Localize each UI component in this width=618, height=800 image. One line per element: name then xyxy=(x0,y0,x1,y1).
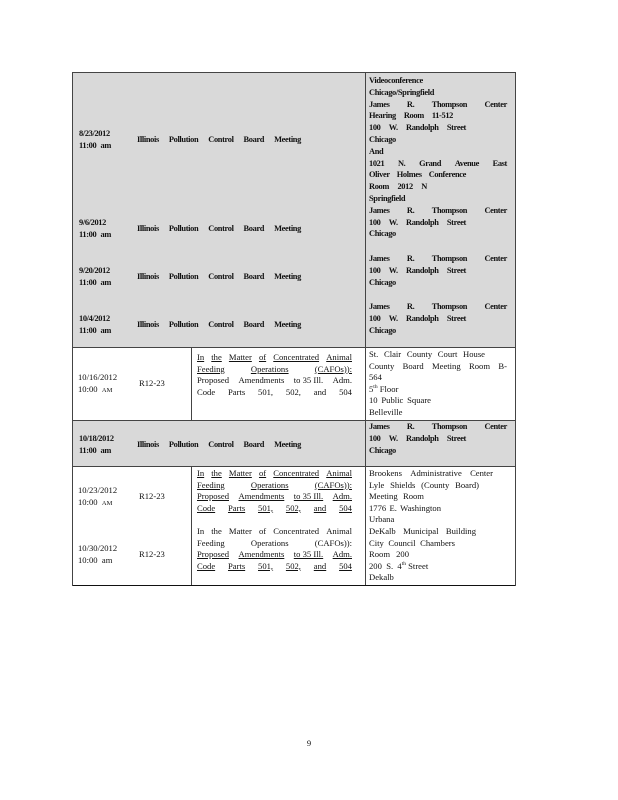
docket-number: R12-23 xyxy=(139,491,165,501)
meeting-location-cell: Videoconference Chicago/Springfield James R. Thompson Center Hearing Room 11-512 100 W. Randolph Street Chicago And 1021 N. Grand Avenue East Oliver Holmes Conference Room 2012 N Springfield James R. Thompson Center 100 W. Randolph Street Chicago xyxy=(369,76,507,239)
meeting-row xyxy=(73,420,515,466)
meeting-title: Illinois Pollution Control Board Meeting xyxy=(137,440,301,449)
hearing-date-cell: 10/30/2012 10:00 am xyxy=(78,543,118,565)
column-divider xyxy=(191,467,192,585)
hearing-row xyxy=(73,347,515,420)
meeting-location-cell: James R. Thompson Center 100 W. Randolph Street Chicago xyxy=(369,254,507,287)
meeting-title: Illinois Pollution Control Board Meeting xyxy=(137,272,301,281)
matter-title: In the Matter of Concentrated Animal Feeding Operations (CAFOs)): Proposed Amendments to 35 Ill. Adm. Code Parts 501, 502, and 504 xyxy=(197,352,352,397)
meeting-title: Illinois Pollution Control Board Meeting xyxy=(137,224,301,233)
meeting-location-cell: James R. Thompson Center 100 W. Randolph Street Chicago xyxy=(369,422,507,455)
docket-number: R12-23 xyxy=(139,549,165,559)
matter-title: In the Matter of Concentrated Animal Feeding Operations (CAFOs)): Proposed Amendments to 35 Ill. Adm. Code Parts 501, 502, and 504 xyxy=(197,526,352,571)
column-divider xyxy=(365,467,366,585)
column-divider xyxy=(365,348,366,420)
hearing-location-cell: DeKalb Municipal Building City Council Chambers Room 200 200 S. 4th Street Dekalb xyxy=(369,526,476,583)
meeting-date-cell: 8/23/2012 11:00 am xyxy=(79,129,111,150)
docket-number: R12-23 xyxy=(139,378,165,388)
column-divider xyxy=(365,73,366,347)
meeting-row-group xyxy=(73,72,515,347)
meeting-date-cell: 10/18/2012 11:00 am xyxy=(79,434,114,455)
hearing-location-cell: Brookens Administrative Center Lyle Shields (County Board) Meeting Room 1776 E. Washington Urbana xyxy=(369,468,493,525)
matter-title: In the Matter of Concentrated Animal Feeding Operations (CAFOs)): Proposed Amendments to 35 Ill. Adm. Code Parts 501, 502, and 504 xyxy=(197,468,352,513)
meeting-title: Illinois Pollution Control Board Meeting xyxy=(137,320,301,329)
meeting-date-cell: 9/6/2012 11:00 am xyxy=(79,218,111,239)
meeting-date-cell: 10/4/2012 11:00 am xyxy=(79,314,111,335)
hearing-date-cell: 10/23/2012 10:00 AM xyxy=(78,485,118,507)
meeting-location-cell: James R. Thompson Center 100 W. Randolph Street Chicago xyxy=(369,302,507,335)
column-divider xyxy=(191,348,192,420)
meeting-date-cell: 9/20/2012 11:00 am xyxy=(79,266,111,287)
hearing-row-group xyxy=(73,466,515,586)
page-number: 9 xyxy=(306,738,312,748)
meeting-title: Illinois Pollution Control Board Meeting xyxy=(137,135,301,144)
column-divider xyxy=(365,421,366,466)
hearing-schedule-table xyxy=(72,72,516,586)
hearing-location-cell: St. Clair County Court House County Board Meeting Room B- 564 5th Floor 10 Public Square Belleville xyxy=(369,349,507,417)
hearing-date-cell: 10/16/2012 10:00 AM xyxy=(78,372,118,394)
